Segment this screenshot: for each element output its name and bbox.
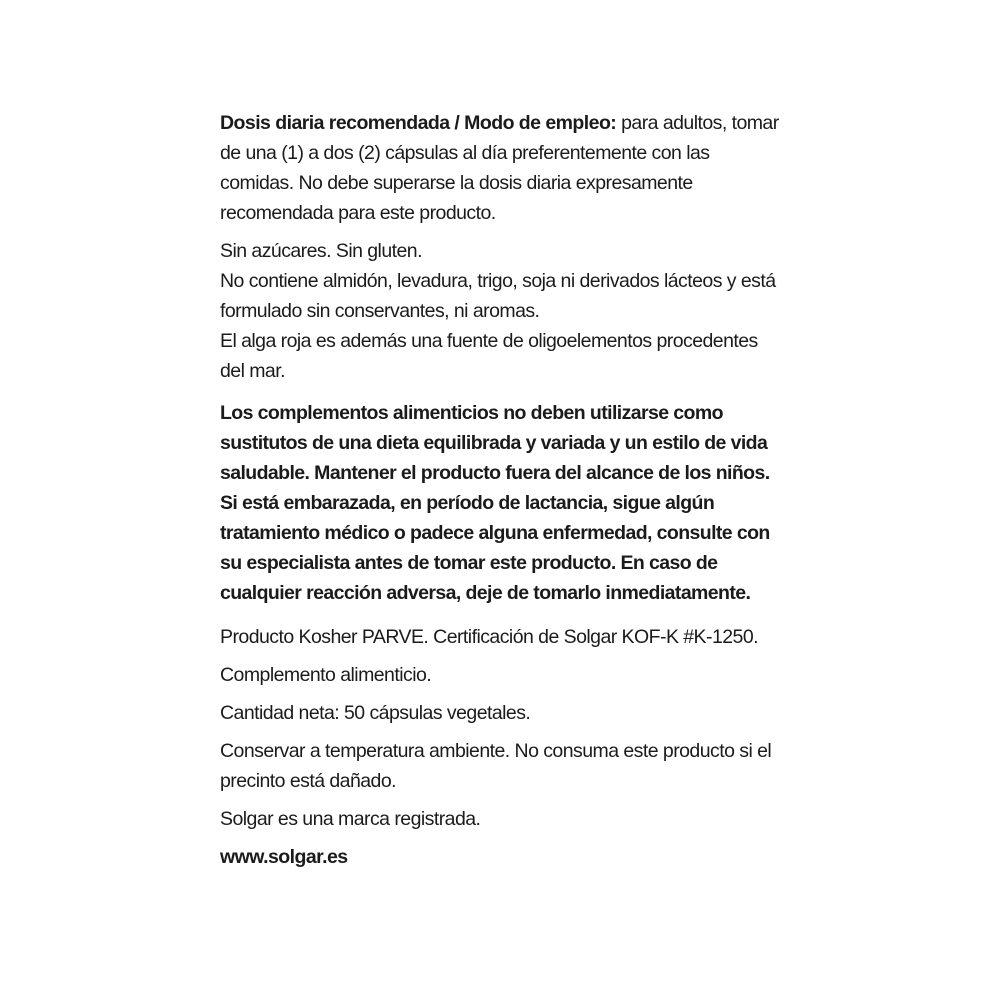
usage-paragraph [220,108,785,228]
usage-instructions: para adultos, tomar de una (1) a dos (2) cápsulas al día preferentemente con las comidas. No debe superarse la dosis diaria expresamente recomendada para este producto. [220,112,779,224]
sugar-gluten-note: Sin azúcares. Sin gluten. [220,240,422,262]
trademark-note: Solgar es una marca registrada. [220,808,481,830]
product-label-text [220,108,785,872]
net-quantity: Cantidad neta: 50 cápsulas vegetales. [220,702,531,724]
kosher-certification: Producto Kosher PARVE. Certificación de Solgar KOF-K #K-1250. [220,626,759,648]
website-link[interactable]: www.solgar.es [220,846,348,868]
storage-instructions: Conservar a temperatura ambiente. No consuma este producto si el precinto está dañado. [220,740,772,792]
free-from-note: No contiene almidón, levadura, trigo, soja ni derivados lácteos y está formulado sin conservantes, ni aromas. [220,270,776,322]
usage-heading: Dosis diaria recomendada / Modo de empleo: [220,112,617,134]
warning-paragraph: Los complementos alimenticios no deben utilizarse como sustitutos de una dieta equilibrada y variada y un estilo de vida saludable. Mantener el producto fuera del alcance de los niños. Si está embarazada, en período de lactancia, sigue algún tratamiento médico o padece alguna enfermedad, consulte con su especialista antes de tomar este producto. En caso de cualquier reacción adversa, deje de tomarlo inmediatamente. [220,402,770,604]
red-algae-note: El alga roja es además una fuente de oligoelementos procedentes del mar. [220,330,758,382]
product-category: Complemento alimenticio. [220,664,432,686]
